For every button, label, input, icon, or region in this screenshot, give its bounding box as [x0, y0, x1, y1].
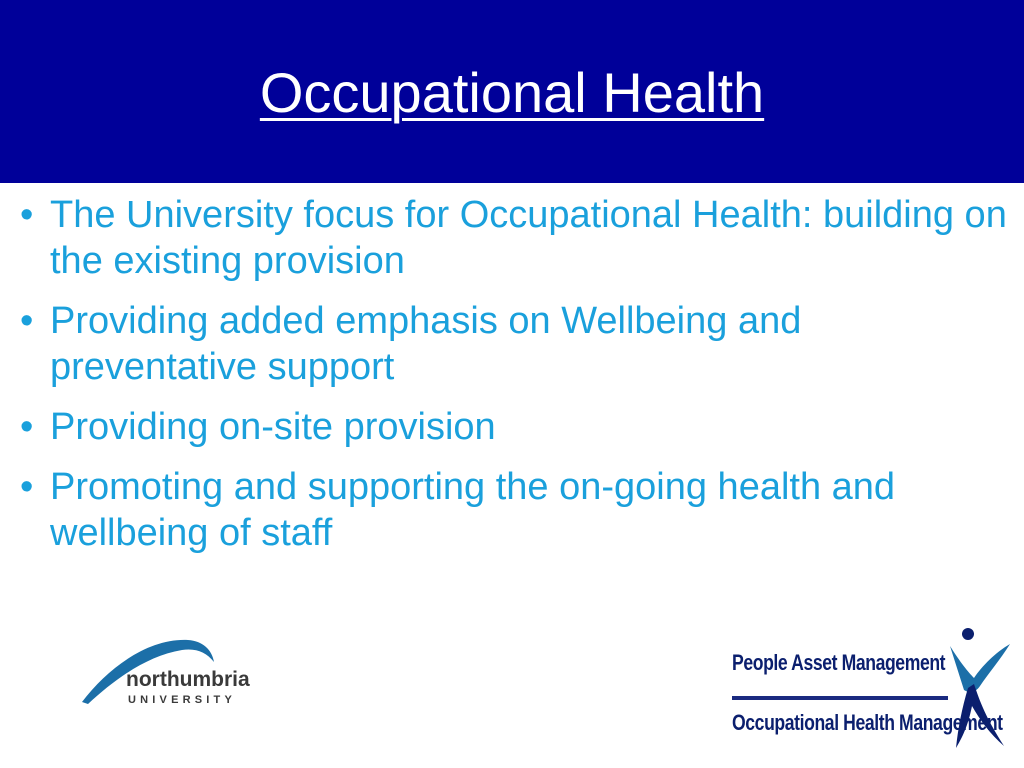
person-figure-icon	[946, 622, 1012, 752]
bullet-list	[20, 192, 1010, 570]
bullet-icon: •	[20, 406, 34, 448]
northumbria-swoosh-icon	[78, 628, 278, 708]
bullet-icon: •	[20, 194, 34, 236]
pam-logo	[724, 622, 1014, 757]
pam-divider	[732, 696, 948, 700]
bullet-text: Providing added emphasis on Wellbeing and preventative support	[50, 300, 802, 388]
bullet-item	[20, 192, 1010, 284]
northumbria-logo	[78, 628, 278, 708]
ohm-wordmark: Occupational Health Management	[732, 710, 1003, 735]
bullet-icon: •	[20, 466, 34, 508]
bullet-item	[20, 464, 1010, 556]
bullet-text: The University focus for Occupational Health: building on the existing provision	[50, 194, 1007, 282]
title-bar	[0, 0, 1024, 183]
bullet-icon: •	[20, 300, 34, 342]
bullet-text: Promoting and supporting the on-going health and wellbeing of staff	[50, 466, 896, 554]
northumbria-wordmark: northumbria	[126, 668, 250, 691]
university-wordmark: UNIVERSITY	[128, 694, 237, 706]
bullet-item	[20, 404, 1010, 450]
bullet-item	[20, 298, 1010, 390]
pam-wordmark: People Asset Management	[732, 650, 946, 675]
slide-title: Occupational Health	[259, 61, 765, 124]
bullet-text: Providing on-site provision	[50, 406, 496, 448]
